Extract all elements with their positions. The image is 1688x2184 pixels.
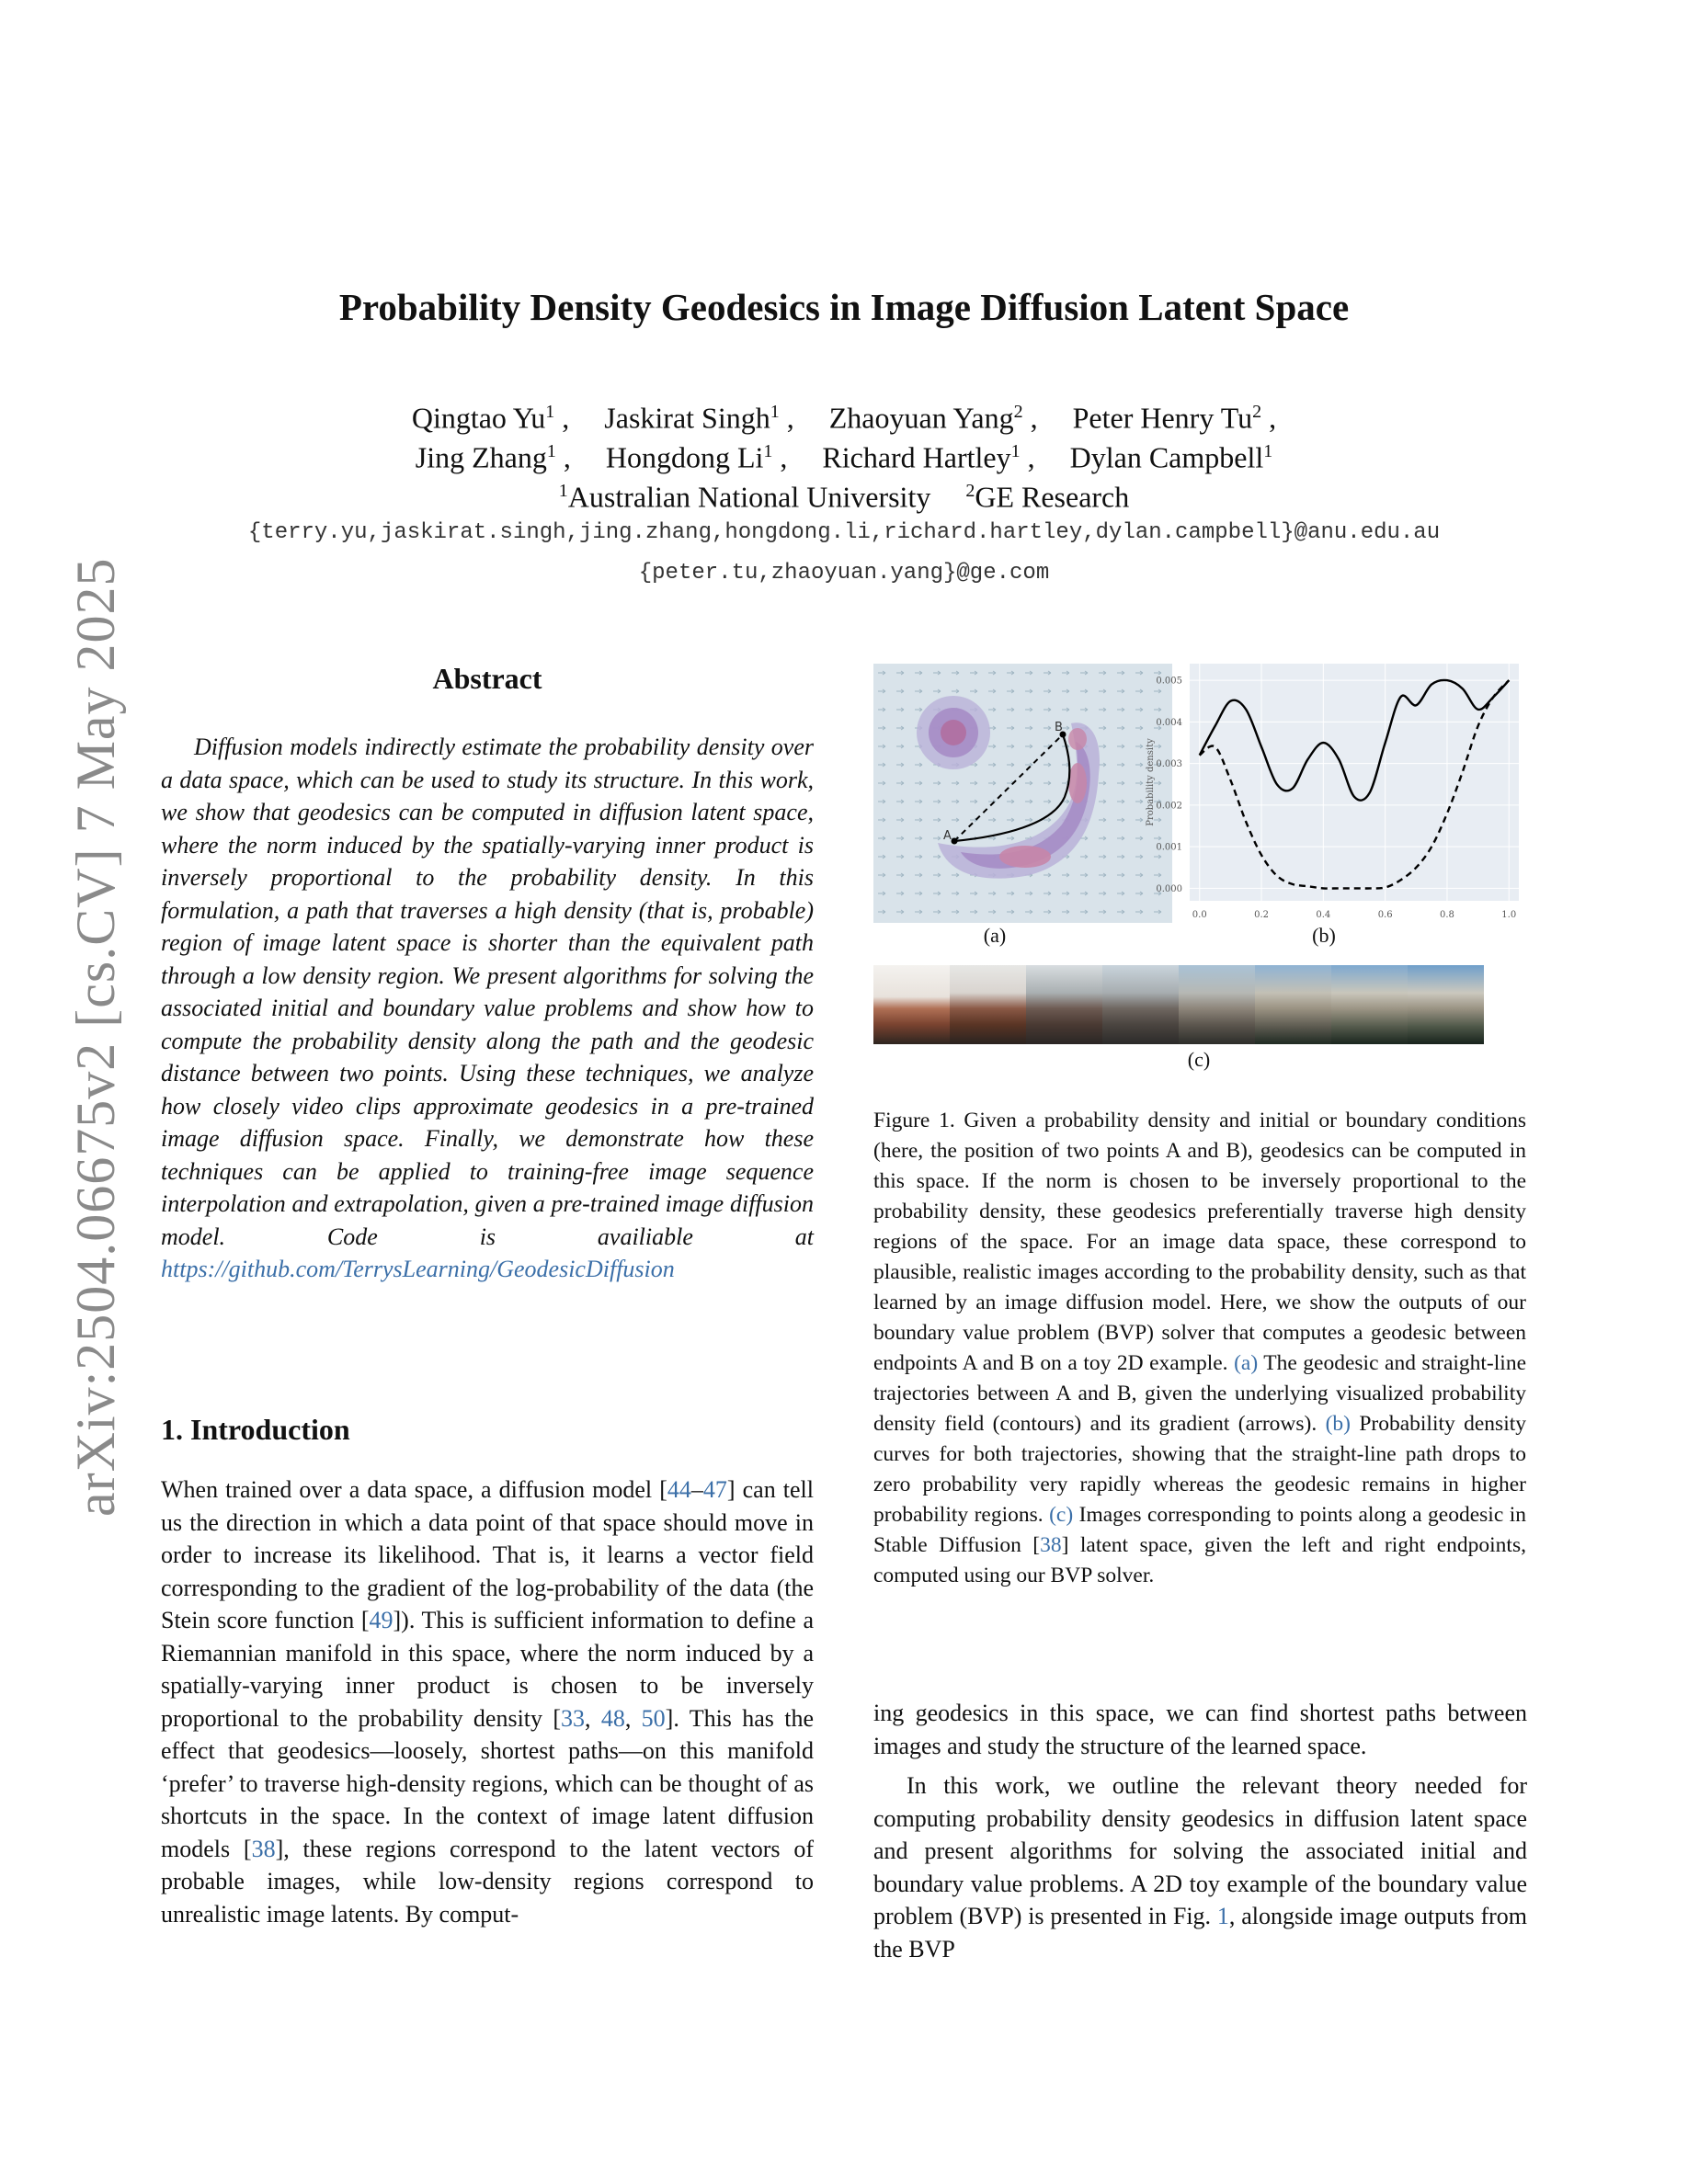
chart-x-tick-label: 0.0 <box>1192 910 1207 920</box>
text-run: ]). This is sufficient information to define a Riemannian manifold in this space, where the norm induced by a spatially-varying inner product is chosen to be inversely proportional to the probability density [ <box>161 1607 815 1732</box>
author-name: Richard Hartley <box>822 440 1011 474</box>
figure-label-a: (a) <box>983 924 1007 947</box>
abstract-heading: Abstract <box>432 662 542 695</box>
citation-link[interactable]: 48 <box>600 1704 625 1732</box>
text-run: , <box>585 1704 601 1732</box>
chart-y-axis-label: Probability density <box>1146 738 1156 826</box>
figure-1a-density-field <box>873 664 1172 923</box>
density-chart-svg <box>1133 658 1528 929</box>
density-contour <box>941 720 966 745</box>
author-affiliation-mark: 1 <box>546 441 556 461</box>
introduction-paragraph-2 <box>873 1769 1527 1965</box>
abstract-text: Diffusion models indirectly estimate the probability density over a data space, which can be used to study its structure. In this work, we show that geodesics can be computed in diffusion latent space, where the norm induced by the spatially-varying inner product is inversely proportional to the probability density. In this formulation, a path that traverses a high density (that is, probable) region of image latent space is shorter than the equivalent path through a low density region. We present algorithms for solving the associated initial and boundary value problems and show how to compute the probability density along the path and the geodesic distance between two points. Using these techniques, we analyze how closely video clips approximate geodesics in a pre-trained image diffusion space. Finally, we demonstrate how these techniques can be applied to training-free image sequence interpolation and extrapolation, given a pre-trained image diffusion model. Code is availiable at <box>161 734 814 1250</box>
density-field-svg <box>873 664 1172 923</box>
text-run: – <box>690 1476 703 1503</box>
paragraph-continuation: ing geodesics in this space, we can find shortest paths between images and study the structure of the learned space. <box>873 1700 1527 1759</box>
affiliation-name: Australian National University <box>567 480 931 514</box>
density-contour <box>1068 763 1087 803</box>
subfigure-ref-link[interactable]: (b) <box>1325 1412 1351 1436</box>
gradient-arrows <box>873 664 1172 923</box>
figure-label-c: (c) <box>1187 1048 1211 1071</box>
email-line-1: {terry.yu,jaskirat.singh,jing.zhang,hongdong.li,richard.hartley,dylan.campbell}@anu.edu.au <box>247 520 1441 545</box>
citation-link[interactable]: 38 <box>251 1835 276 1862</box>
author-line-2: Jing Zhang$^1$ , Hongdong Li$^1$ , Richard Hartley$^1$ , Dylan Campbell$^1$ <box>415 440 1273 474</box>
text-run: In this work, we outline the relevant theory needed for computing probability density geodesics in diffusion latent space and present algorithms for solving the associated initial and boundary value problems. A 2D toy example of the boundary value problem (BVP) is presented in Fig. <box>873 1772 1527 1929</box>
author-name: Qingtao Yu <box>411 401 546 435</box>
caption-text: Images corresponding to points along a geodesic in Stable Diffusion [ <box>873 1503 1526 1557</box>
introduction-heading: 1. Introduction <box>161 1413 350 1446</box>
affiliation-number: 2 <box>965 481 975 501</box>
introduction-continuation <box>873 1697 1527 1965</box>
chart-y-tick-label: 0.005 <box>1156 676 1182 687</box>
sequence-image-3 <box>1026 965 1102 1044</box>
citation-link[interactable]: 49 <box>369 1607 393 1633</box>
chart-y-tick-label: 0.004 <box>1156 717 1182 728</box>
caption-text: Probability density curves for both trajectories, showing that the straight-line path drops to zero probability very rapidly whereas the geodesic remains in higher probability regions. <box>873 1412 1527 1527</box>
text-run: ] can tell us the direction in which a data point of that space should move in order to increase its likelihood. That is, it learns a vector field corresponding to the gradient of the log-probability of the data (the Stein score function [ <box>161 1476 814 1633</box>
sequence-image-7 <box>1331 965 1408 1044</box>
author-name: Jing Zhang <box>415 440 547 474</box>
chart-y-tick-label: 0.003 <box>1156 759 1182 770</box>
figure-1-caption <box>873 1106 1526 1591</box>
arxiv-identifier: arXiv:2504.06675v2 [cs.CV] 7 May 2025 <box>65 557 126 1517</box>
citation-link[interactable]: 33 <box>561 1704 586 1732</box>
affiliation-number: 1 <box>558 481 568 501</box>
citation-link[interactable]: 47 <box>702 1476 727 1503</box>
caption-text: The geodesic and straight-line trajectories between A and B, given the underlying visualized probability density field (contours) and its gradient (arrows). <box>873 1351 1527 1436</box>
author-name: Jaskirat Singh <box>604 401 770 435</box>
chart-x-tick-label: 0.6 <box>1377 910 1393 920</box>
sequence-image-2 <box>950 965 1026 1044</box>
text-run: ]. This has the effect that geodesics—loosely, shortest paths—on this manifold ‘prefer’ to traverse high-density regions, which can be thought of as shortcuts in the space. In the context of image latent diffusion models [ <box>161 1704 814 1862</box>
code-link[interactable]: https://github.com/TerrysLearning/GeodesicDiffusion <box>161 1256 675 1282</box>
figure-ref-link[interactable]: 1 <box>1216 1903 1229 1929</box>
citation-link[interactable]: 38 <box>1040 1533 1062 1557</box>
citation-link[interactable]: 50 <box>641 1704 666 1732</box>
chart-x-tick-label: 0.2 <box>1254 910 1269 920</box>
chart-x-tick-label: 0.4 <box>1316 910 1331 920</box>
affiliations <box>0 472 1688 517</box>
subfigure-ref-link[interactable]: (a) <box>1234 1351 1259 1375</box>
text-run: , alongside image outputs from the BVP <box>873 1903 1527 1962</box>
text-run: When trained over a data space, a diffusion model [ <box>161 1476 667 1503</box>
author-affiliation-mark: 1 <box>545 402 555 422</box>
author-affiliation-mark: 2 <box>1252 402 1262 422</box>
caption-text: ] latent space, given the left and right endpoints, computed using our BVP solver. <box>873 1533 1526 1587</box>
author-line-1: Qingtao Yu$^1$ , Jaskirat Singh$^1$ , Zhaoyuan Yang$^2$ , Peter Henry Tu$^2$ , <box>411 401 1277 435</box>
chart-y-tick-label: 0.002 <box>1156 801 1182 812</box>
chart-y-tick-label: 0.001 <box>1156 842 1182 853</box>
caption-text: Figure 1. Given a probability density and initial or boundary conditions (here, the position of two points A and B), geodesics can be computed in this space. If the norm is chosen to be inversely proportional to the probability density, these geodesics preferentially traverse high density regions of the space. For an image data space, these correspond to plausible, realistic images according to the probability density, such as that learned by an image diffusion model. Here, we show the outputs of our boundary value problem (BVP) solver that computes a geodesic between endpoints A and B on a toy 2D example. <box>873 1109 1526 1375</box>
density-contour <box>1068 728 1087 750</box>
sequence-image-5 <box>1179 965 1255 1044</box>
point-b-label: B <box>1055 721 1063 734</box>
text-run: ], these regions correspond to the latent vectors of probable images, while low-density regions correspond to unrealistic image latents. By comput- <box>161 1835 814 1928</box>
affiliation-name: GE Research <box>975 480 1130 514</box>
author-name: Hongdong Li <box>605 440 764 474</box>
chart-x-tick-label: 1.0 <box>1501 910 1517 920</box>
author-affiliation-mark: 1 <box>763 441 773 461</box>
density-contour <box>999 846 1051 868</box>
introduction-paragraph-1 <box>161 1473 814 1930</box>
author-affiliation-mark: 1 <box>1010 441 1021 461</box>
figure-label-b: (b) <box>1312 924 1336 947</box>
sequence-image-4 <box>1102 965 1179 1044</box>
sequence-image-1 <box>873 965 950 1044</box>
sequence-image-8 <box>1408 965 1484 1044</box>
author-affiliation-mark: 1 <box>770 402 780 422</box>
citation-link[interactable]: 44 <box>667 1476 691 1503</box>
author-affiliation-mark: 1 <box>1263 441 1273 461</box>
text-run: , <box>624 1704 642 1732</box>
author-name: Peter Henry Tu <box>1072 401 1253 435</box>
author-affiliation-mark: 2 <box>1013 402 1023 422</box>
author-name: Zhaoyuan Yang <box>828 401 1014 435</box>
figure-1b-chart <box>1133 658 1528 929</box>
abstract-body <box>161 731 814 1286</box>
sequence-image-6 <box>1255 965 1331 1044</box>
author-name: Dylan Campbell <box>1069 440 1264 474</box>
point-a-label: A <box>943 829 952 843</box>
subfigure-ref-link[interactable]: (c) <box>1049 1503 1074 1527</box>
paper-title: Probability Density Geodesics in Image Diffusion Latent Space <box>338 286 1350 328</box>
point-a-marker <box>952 838 958 845</box>
email-line-2: {peter.tu,zhaoyuan.yang}@ge.com <box>638 561 1050 586</box>
chart-x-tick-label: 0.8 <box>1440 910 1454 920</box>
chart-y-tick-label: 0.000 <box>1156 883 1182 894</box>
